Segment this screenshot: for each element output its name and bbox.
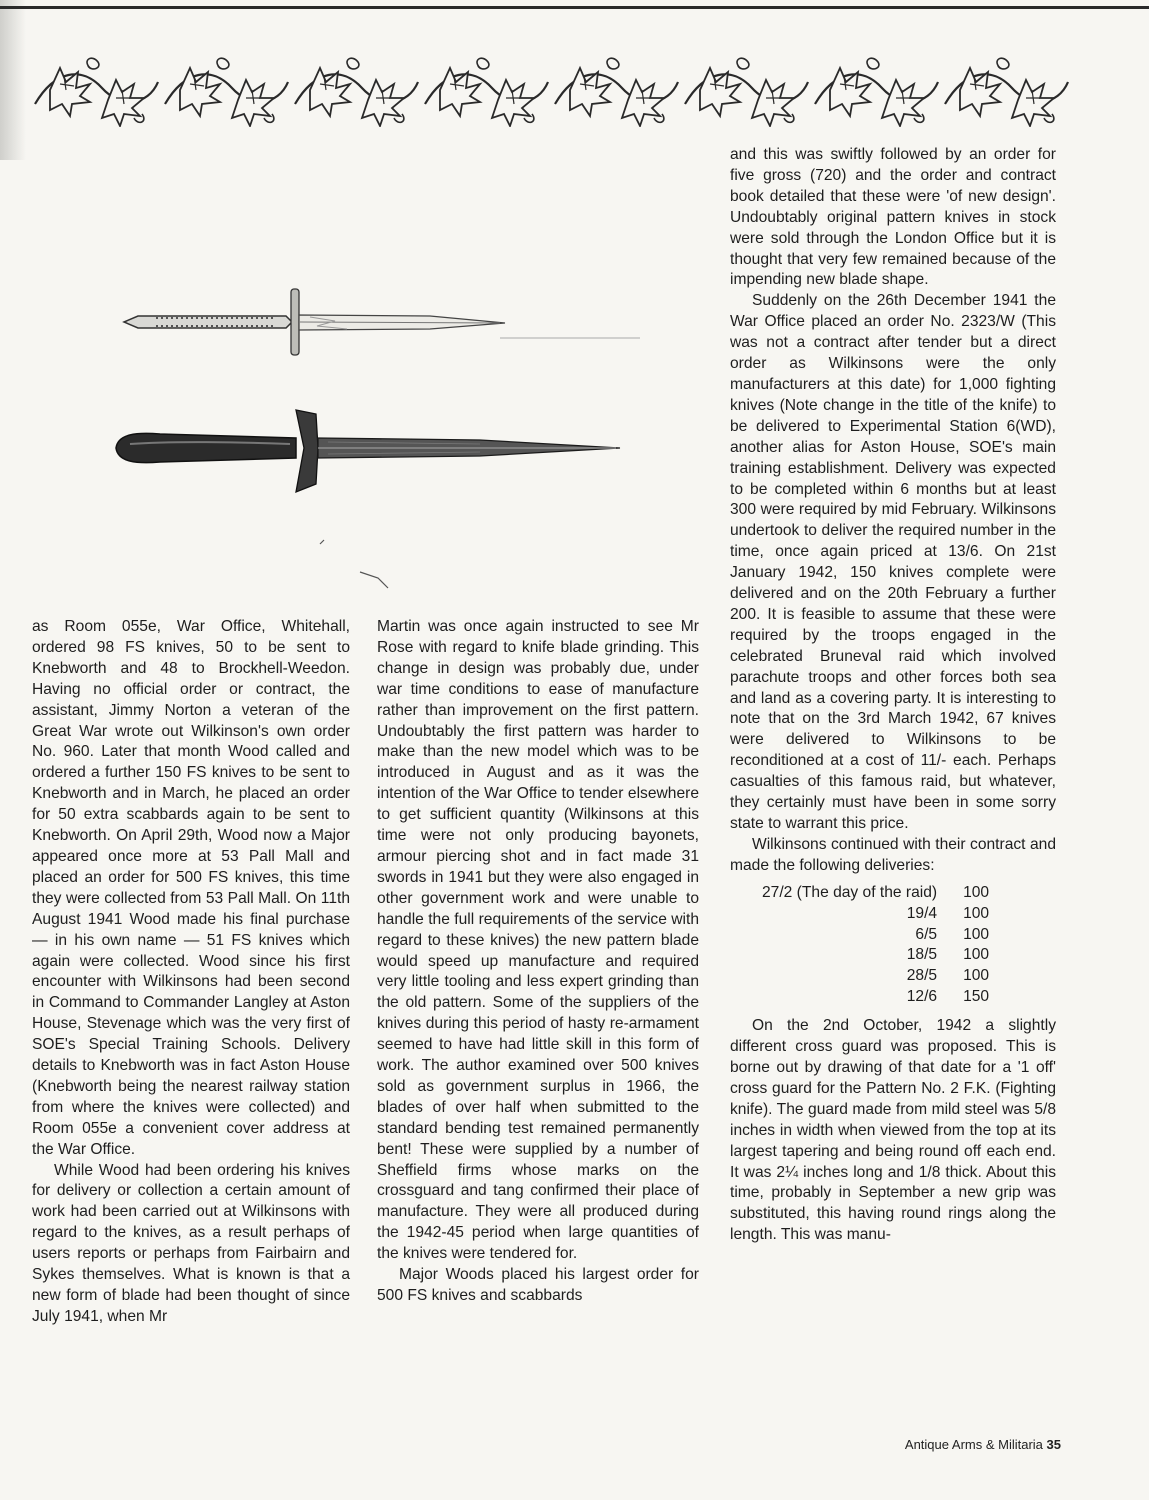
delivery-qty: 100 <box>963 883 990 901</box>
delivery-date: 6/5 <box>915 925 938 943</box>
delivery-date: 18/5 <box>906 946 938 964</box>
delivery-qty: 100 <box>963 946 990 964</box>
paragraph: While Wood had been ordering his knives for delivery or collection a certain amount of work had been carried out at Wilkinsons with regard to the knives, as a result perhaps of users reports or perhaps from Fairbairn and Sykes themselves. What is known is that a new form of blade had been thought of since July 1941, when Mr <box>32 1161 350 1325</box>
column-2 <box>377 617 699 1307</box>
scan-edge-shadow <box>0 0 26 160</box>
table-row <box>762 883 989 904</box>
table-row <box>762 904 989 925</box>
page-number: 35 <box>1046 1437 1061 1452</box>
delivery-date: 27/2 (The day of the raid) <box>762 883 938 901</box>
delivery-date: 12/6 <box>906 988 938 1006</box>
table-row <box>762 966 989 987</box>
delivery-date: 19/4 <box>906 904 938 922</box>
paragraph: On the 2nd October, 1942 a slightly different cross guard was proposed. This is borne out by drawing of that date for a '1 off' cross guard for the Pattern No. 2 F.K. (Fighting knife). The guard made from mild steel was 5/8 inches in width when viewed from the top at its largest tapering and being round off each end. It was 2¼ inches long and 1/8 thick. About this time, probably in September a new grip was substituted, this having round rings along the length. This was manu- <box>730 1017 1056 1244</box>
paragraph: Suddenly on the 26th December 1941 the War Office placed an order No. 2323/W (This was not a contract after tender but a direct order as Wilkinsons were the only manufacturers at this date) for 1,000 fighting knives (Note change in the title of the knife) to be delivered to Experimental Station 6(WD), another alias for Aston House, SOE's main training establishment. Delivery was expected to be completed within 6 months but at least 300 were required by mid February. Wilkinsons undertook to deliver the required number in the time, once again priced at 13/6. On 21st January 1942, 150 knives complete were delivered and on the 20th February a further 200. It is feasible to assume that these were required by the troops engaged in the celebrated Bruneval raid which involved parachute troops and other forces both sea and land as a covering party. It is interesting to note that on the 3rd March 1942, 67 knives were delivered to Wilkinsons to be reconditioned at a cost of 11/- each. Perhaps casualties of this famous raid, but whatever, they certainly must have been in some sorry state to warrant this price. <box>730 292 1056 832</box>
top-rule <box>0 6 1149 9</box>
delivery-qty: 100 <box>963 967 990 985</box>
paragraph: and this was swiftly followed by an order for five gross (720) and the order and contract book detailed that these were 'of new design'. Undoubtably original pattern knives in stock were sold through the London Office but it is thought that very few remained because of the impending new blade shape. <box>730 146 1056 289</box>
delivery-qty: 100 <box>963 904 990 922</box>
paragraph: as Room 055e, War Office, Whitehall, ordered 98 FS knives, 50 to be sent to Knebworth and 48 to Brockhell-Weedon. Having no official order or contract, the assistant, Jimmy Norton a veteran of the Great War wrote out Wilkinson's own order No. 960. Later that month Wood called and ordered a further 150 FS knives to be sent to Knebworth and in March, he placed an order for 50 extra scabbards again to be sent to Knebworth. On April 29th, Wood now a Major appeared once more at 53 Pall Mall and placed an order for 500 FS knives, this time they were collected from 53 Pall Mall. On 11th August 1941 Wood made his final purchase — in his own name — 51 FS knives which again were collected. Wood since his first encounter with Wilkinsons had been second in Command to Commander Langley at Aston House, Stevenage which was the very first of SOE's Special Training Schools. Delivery details to Knebworth was in fact Aston House (Knebworth being the nearest railway station from where the knives were collected) and Room 055e a convenient cover address at the War Office. <box>32 618 350 1158</box>
paragraph: Martin was once again instructed to see Mr Rose with regard to knife blade grinding. This change in design was probably due, under war time conditions to ease of manufacture rather than improvement on the first pattern. Undoubtably the first pattern was harder to make than the new model which was to be introduced in August and as it was the intention of the War Office to tender elsewhere to get sufficient quantity (Wilkinsons at this time were not only producing bayonets, armour piercing shot and in fact made 31 swords in 1941 but they were also engaged in other government work and were unable to handle the full requirements of the service with regard to these knives) the new pattern blade would speed up manufacture and required very little tooling and less expert grinding than the old pattern. Some of the suppliers of the knives during this period of hasty re-armament seemed to have had little skill in this form of work. The author examined over 500 knives sold as government surplus in 1966, the blades of over half when submitted to the standard bending test remained permanently bent! These were supplied by a number of Sheffield firms whose marks on the crossguard and tang confirmed their place of manufacture. They were all produced during the 1942-45 period when large quantities of the knives were tendered for. <box>377 618 699 1263</box>
publication-name: Antique Arms & Militaria <box>904 1437 1043 1452</box>
table-row <box>762 945 989 966</box>
delivery-qty: 100 <box>963 925 990 943</box>
column-1 <box>32 617 350 1328</box>
paragraph: Wilkinsons continued with their contract and made the following deliveries: <box>730 835 1056 874</box>
paragraph: Major Woods placed his largest order for 500 FS knives and scabbards <box>377 1266 699 1304</box>
table-row <box>762 987 989 1008</box>
column-3 <box>730 145 1056 1246</box>
decorative-vine-banner <box>30 52 1070 127</box>
knives-photograph <box>60 152 680 602</box>
table-row <box>762 925 989 946</box>
delivery-date: 28/5 <box>906 967 938 985</box>
deliveries-table <box>762 883 989 1008</box>
delivery-qty: 150 <box>963 988 990 1006</box>
page-footer <box>905 1437 1061 1452</box>
